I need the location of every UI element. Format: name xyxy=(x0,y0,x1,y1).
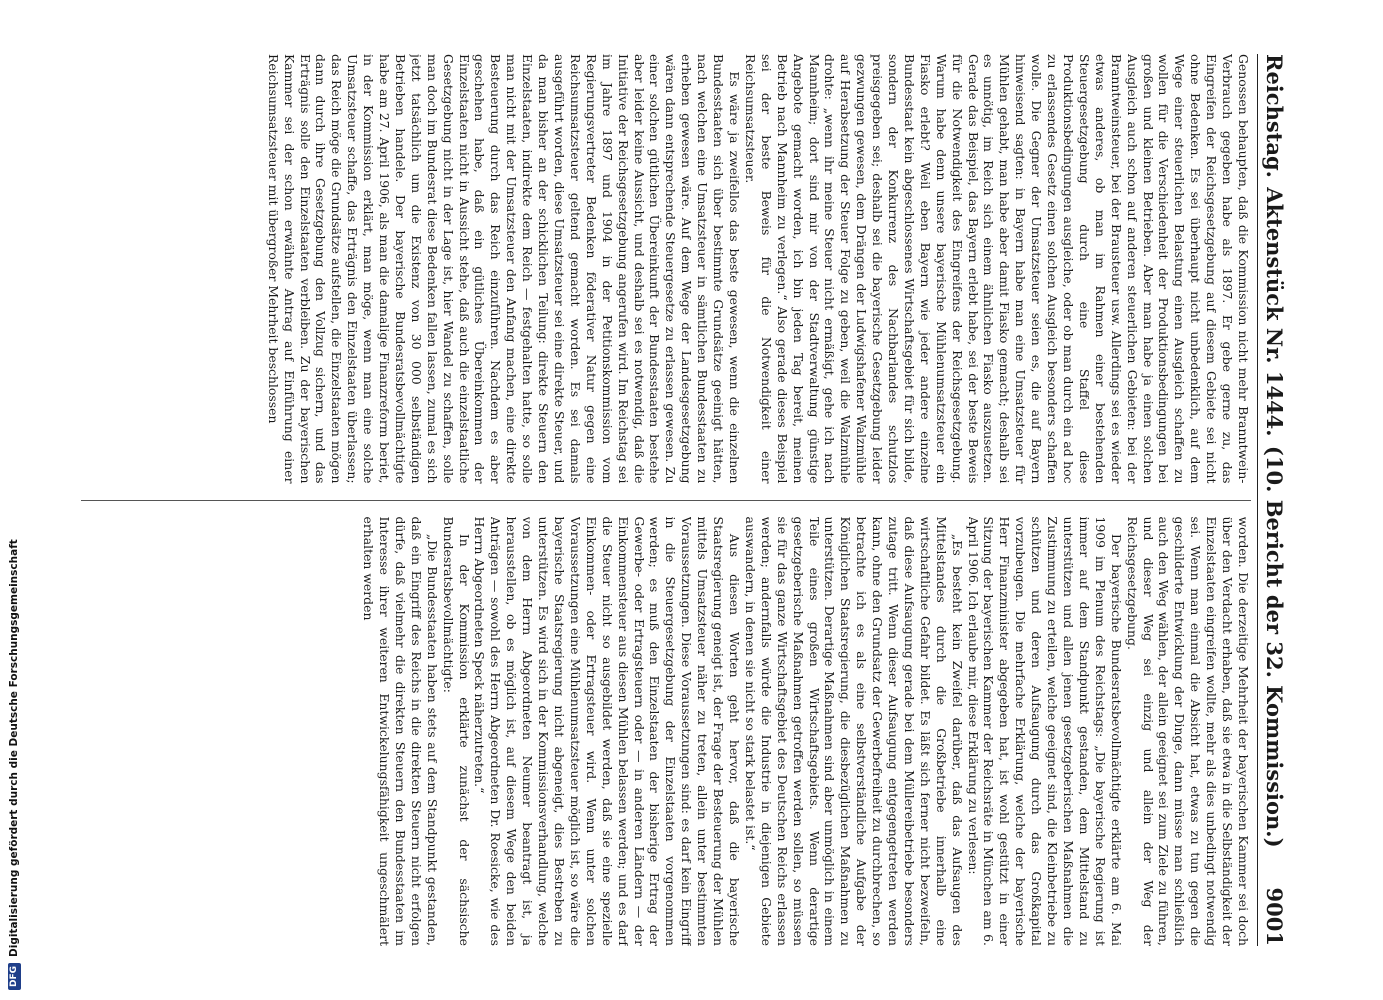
paragraph: Der bayerische Bundesratsbevollmächtigte erklärte am 6. Mai 1909 im Plenum des Reichstags: „Die bayerische Regierung ist immer auf dem Standpunkt gestanden, dem Mittelstand zu unterstützen und allen jenen gesetzgeberischen Maßnahmen die Zustimmung zu erteilen, welche geeignet sind, die Kleinbetriebe zu schützen und deren Aufsaugung durch das Großkapital vorzubeugen. Die mehrfache Erklärung, welche der bayerische Herr Finanzminister abgegeben hat, ist wohl gestützt in einer Sitzung der bayerischen Kammer der Reichsräte in München am 6. April 1906. Ich erlaube mir, diese Erklärung zu verlesen: xyxy=(965,516,1124,946)
column-divider xyxy=(81,500,1251,501)
document-page xyxy=(65,40,1295,960)
quotation: „Die Bundesstaaten haben stets auf dem Standpunkt gestanden, daß ein Eingriff des Reichs in die direkten Steuern nicht erfolgen dürfe, daß vielmehr die direkten Steuern den Bundesstaaten im Interesse ihrer weiteren Entwickelungsfähigkeit ungeschmälert erhalten werden xyxy=(361,516,440,946)
text-columns xyxy=(81,54,1251,946)
paragraph: Aus diesen Worten geht hervor, daß die bayerische Staatsregierung geneigt ist, der Frage der Besteuerung der Mühlen mittels Umsatzsteuer näher zu treten, allein unter bestimmten Voraussetzungen. Diese Voraussetzungen sind: es darf kein Eingriff in die Steuergesetzgebung der Einzelstaaten vorgenommen werden; es muß den Einzelstaaten der bisherige Ertrag der Gewerbe- oder Ertragsteuern oder — in anderen Ländern — der Einkommensteuer aus diesen Mühlen belassen werden; und es darf die Steuer nicht so ausgebildet werden, daß sie eine spezielle Einkommen- oder Ertragsteuer wird. Wenn unter solchen Voraussetzungen eine Mühlenumsatzsteuer möglich ist, so wäre die bayerische Staatsregierung nicht abgeneigt, dies Bestreben zu unterstützen. Es wird sich in der Kommissionsverhandlung, welche von dem Herrn Abgeordneten Neumer beantragt ist, ja herausstellen, ob es möglich ist, auf diesem Wege den beiden Anträgen — sowohl des Herrn Abgeordneten Dr. Roesicke, wie des Herrn Abgeordneten Speck näherzutreten.“ xyxy=(472,516,742,946)
dfg-logo: DFG xyxy=(8,963,21,990)
paragraph: Genossen behaupten, daß die Kommission nicht mehr Branntwein-Verbrauch gegeben habe als 1897. Er gebe gerne zu, das Eingreifen der Reichsgesetzgebung auf diesem Gebiete sei nicht ohne Bedenken. Es sei überhaupt nicht unbedenklich, auf dem Wege einer steuerlichen Belastung einen Ausgleich schaffen zu wollen für die Verschiedenheit der Produktionsbedingungen bei großen und kleinen Betrieben. Aber man habe ja einen solchen Ausgleich auch schon auf anderen steuerlichen Gebieten: bei der Branntweinsteuer, bei der Brausteuer usw. Allerdings sei es wieder etwas anderes, ob man im Rahmen einer bestehenden Steuergesetzgebung durch eine Staffel diese Produktionsbedingungen ausgleiche, oder ob man durch ein ad hoc zu erlassendes Gesetz einen solchen Ausgleich besonders schaffen wolle. Die Gegner der Umsatzsteuer seien es, die auf Bayern hinweisend sagten: in Bayern habe man eine Umsatzsteuer für Mühlen gehabt, man habe aber damit Fiasko gemacht; deshalb sei es unnötig, im Reich sich einem ähnlichen Fiasko auszusetzen. Gerade das Beispiel, das Bayern erlebt habe, sei der beste Beweis für die Notwendigkeit des Eingreifens der Reichsgesetzgebung. Warum habe denn unsere bayerische Mühlenumsatzsteuer ein Fiasko erlebt? Weil eben Bayern wie jeder andere einzelne Bundesstaat kein abgeschlossenes Wirtschaftsgebiet für sich bilde, sondern der Konkurrenz des Nachbarlandes schutzlos preisgegeben sei; deshalb sei die bayerische Gesetzgebung leider gezwungen gewesen, dem Drängen der Ludwigshafener Walzmühle auf Herabsetzung der Steuer Folge zu geben, weil die Walzmühle drohte: „wenn ihr meine Steuer nicht ermäßigt, gehe ich nach Mannheim; dort sind mir von der Stadtverwaltung günstige Angebote gemacht worden, ich bin jeden Tag bereit, meinen Betrieb nach Mannheim zu verlegen.“ Also gerade dieses Beispiel sei der beste Beweis für die Notwendigkeit einer Reichsumsatzsteuer. xyxy=(742,54,1251,484)
paragraph: worden. Die derzeitige Mehrheit der bayerischen Kammer sei doch über den Verdacht erhaben, daß sie etwa in die Selbständigkeit der Einzelstaaten eingreifen wollte, mehr als dies unbedingt notwendig sei. Wenn man einmal die Absicht hat, etwas zu tun gegen die geschilderte Entwicklung der Dinge, dann müsse man schließlich auch den Weg wählen, der allein geeignet sei zum Ziele zu führen, und dieser Weg sei einzig und allein der Weg der Reichsgesetzgebung. xyxy=(1124,516,1251,946)
page-header xyxy=(1257,54,1287,946)
paragraph: Es wäre ja zweifellos das beste gewesen, wenn die einzelnen Bundesstaaten sich über bestimmte Grundsätze geeinigt hätten, nach welchen eine Umsatzsteuer in sämtlichen Bundesstaaten zu erheben gewesen wäre. Auf dem Wege der Landesgesetzgebung wären dann entsprechende Steuergesetze zu erlassen gewesen. Zu einer solchen gütlichen Übereinkunft der Bundesstaaten bestehe aber leider keine Aussicht, und deshalb sei es notwendig, daß die Initiative der Reichsgesetzgebung angerufen wird. Im Reichstag sei im Jahre 1897 und 1904 in der Petitionskommission vom Regierungsvertreter Bedenken föderativer Natur gegen eine Reichsumsatzsteuer geltend gemacht worden. Es sei damals ausgeführt worden, diese Umsatzsteuer sei eine direkte Steuer, und da man bisher an der schicklichen Teilung: direkte Steuern den Einzelstaaten, indirekte dem Reich — festgehalten hatte, so solle man nicht mit der Umsatzsteuer den Anfang machen, eine direkte Besteuerung durch das Reich einzuführen. Nachdem es aber geschehen habe, daß ein gütliches Übereinkommen der Einzelstaaten nicht in Aussicht stehe, daß auch die einzelstaatliche Gesetzgebung nicht in der Lage ist, hier Wandel zu schaffen, solle man doch im Bundesrat diese Bedenken fallen lassen, zumal es sich jetzt tatsächlich um die Existenz von 30 000 selbständigen Betrieben handele. Der bayerische Bundesratsbevollmächtigte habe am 27. April 1906, als man die damalige Finanzreform beriet, in der Kommission erklärt, man möge, wenn man eine solche Umsatzsteuer schaffe, das Erträgnis den Einzelstaaten überlassen; das Reich möge die Grundsätze aufstellen, die Einzelstaaten mögen dann durch ihre Gesetzgebung den Vollzug sichern, und das Erträgnis solle den Einzelstaaten verbleiben. Zu der bayerischen Kammer sei der schon erwähnte Antrag auf Einführung einer Reichsumsatzsteuer mit übergroßer Mehrheit beschlossen xyxy=(265,54,742,484)
header-left: Reichstag. xyxy=(1262,54,1287,178)
quotation: „Es besteht kein Zweifel darüber, daß das Aufsaugen des Mittelstandes durch die Großbetriebe innerhalb eine wirtschaftliche Gefahr bildet. Es läßt sich ferner nicht bezweifeln, daß diese Aufsaugung gerade bei dem Müllereibetriebe besonders zutage tritt. Wenn dieser Aufsaugung entgegengetreten werden kann, ohne den Grundsatz der Gewerbefreiheit zu durchbrechen, so betrachte ich es als eine selbstverständliche Aufgabe der Königlichen Staatsregierung, die diesbezüglichen Maßnahmen zu unterstützen. Derartige Maßnahmen sind aber unmöglich in einem Teile eines großen Wirtschaftsgebiets. Wenn derartige gesetzgeberische Maßnahmen getroffen werden sollen, so müssen sie für das ganze Wirtschaftsgebiet des Deutschen Reichs erlassen werden; andernfalls würde die Industrie in diejenigen Gebiete auswandern, in denen sie nicht so stark belastet ist.“ xyxy=(742,516,965,946)
credit-text: Digitalisierung gefördert durch die Deutsche Forschungsgemeinschaft xyxy=(8,539,20,957)
page-number: 9001 xyxy=(1262,887,1287,946)
column-right xyxy=(81,517,1251,947)
header-center: Aktenstück Nr. 1444. xyxy=(1262,187,1287,437)
column-left xyxy=(81,54,1251,484)
paragraph: In der Kommission erklärte zunächst der sächsische Bundesratsbevollmächtigte: xyxy=(440,516,472,946)
header-right-title: (10. Bericht der 32. Kommission.) xyxy=(1262,445,1287,848)
